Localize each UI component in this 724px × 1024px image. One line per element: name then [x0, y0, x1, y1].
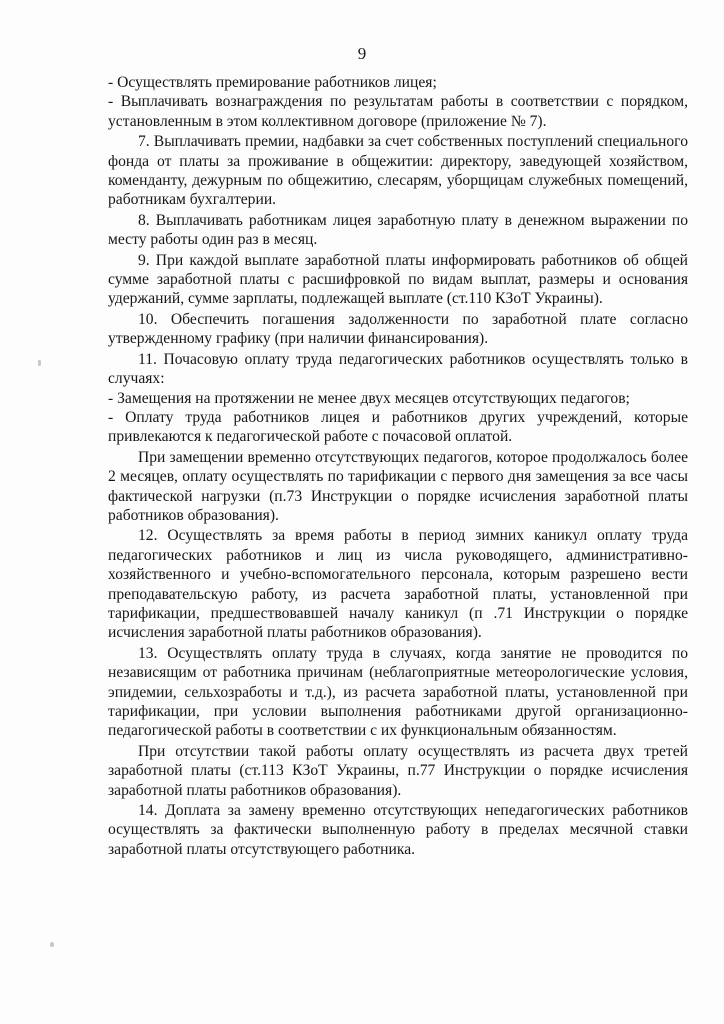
- paragraph-item-10: 10. Обеспечить погашения задолженности по заработной плате согласно утвержденному графику (при наличии финансирования).: [108, 310, 688, 348]
- paragraph-item-11: 11. Почасовую оплату труда педагогических работников осуществлять только в случаях:: [108, 350, 688, 388]
- paragraph-item-14: 14. Доплата за замену временно отсутствующих непедагогических работников осуществлять за фактически выполненную работу в пределах месячной ставки заработной платы отсутствующего работника.: [108, 802, 688, 858]
- page-number: 9: [357, 44, 367, 63]
- paragraph-bullet: - Оплату труда работников лицея и работников других учреждений, которые привлекаются к педагогической работе с почасовой оплатой.: [108, 408, 688, 446]
- paragraph: - Осуществлять премирование работников лицея;: [108, 74, 437, 91]
- scan-mark: [50, 942, 54, 947]
- paragraph-item-12: 12. Осуществлять за время работы в период зимних каникул оплату труда педагогических работников и лиц из числа руководящего, административно-хозяйственного и учебно-вспомогательного персонала, которым разрешено вести преподавательскую работу, из расчета заработной платы, установленной при тарификации, предшествовавшей началу каникул (п .71 Инструкции о порядке исчисления заработной платы работников образования).: [108, 527, 688, 642]
- paragraph-item-13: 13. Осуществлять оплату труда в случаях, когда занятие не проводится по независящим от работника причинам (неблагоприятные метеорологические условия, эпидемии, сельхозработы и т.д.), из расчета заработной платы, установленной при тарификации, при условии выполнения работниками другой организационно-педагогической работы в соответствии с их функциональным обязанностям.: [108, 644, 688, 740]
- paragraph-item-8: 8. Выплачивать работникам лицея заработную плату в денежном выражении по месту работы один раз в месяц.: [108, 211, 688, 249]
- paragraph: При замещении временно отсутствующих педагогов, которое продолжалось более 2 месяцев, оплату осуществлять по тарификации с первого дня замещения за все часы фактической нагрузки (п.73 Инструкции о порядке исчисления заработной платы работников образования).: [108, 448, 688, 524]
- paragraph-bullet: - Замещения на протяжении не менее двух месяцев отсутствующих педагогов;: [108, 389, 630, 407]
- paragraph-item-7: 7. Выплачивать премии, надбавки за счет собственных поступлений специального фонда от платы за проживание в общежитии: директору, заведующей хозяйством, коменданту, дежурным по общежитию, слесарям, уборщицам служебных помещений, работникам бухгалтерии.: [108, 133, 688, 209]
- paragraph: - Выплачивать вознаграждения по результатам работы в соответствии с порядком, установленным в этом коллективном договоре (приложение № 7).: [108, 93, 688, 130]
- document-body: [108, 73, 688, 859]
- scan-mark: [38, 360, 41, 366]
- paragraph: При отсутствии такой работы оплату осуществлять из расчета двух третей заработной платы (ст.113 КЗоТ Украины, п.77 Инструкции о порядке исчисления заработной платы работников образования).: [108, 742, 688, 799]
- paragraph-item-9: 9. При каждой выплате заработной платы информировать работников об общей сумме заработной платы с расшифровкой по видам выплат, размеры и основания удержаний, сумме зарплаты, подлежащей выплате (ст.110 КЗоТ Украины).: [108, 251, 688, 308]
